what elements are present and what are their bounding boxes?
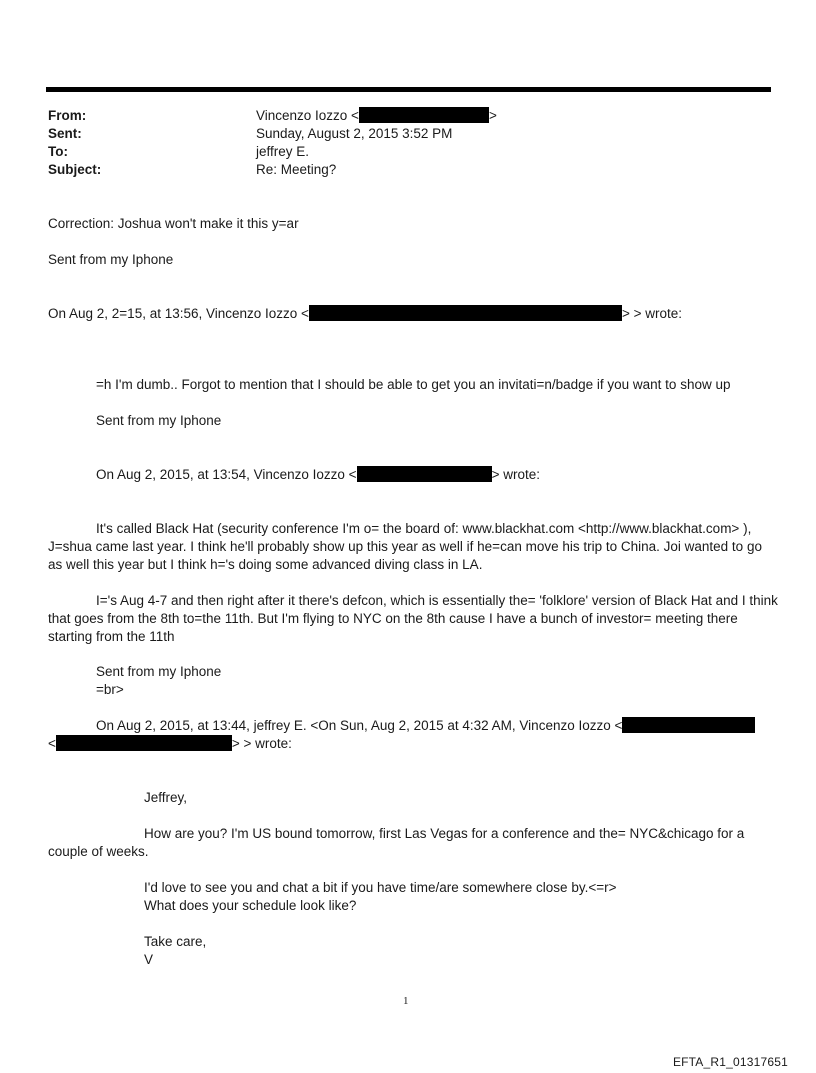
quote-intro-2 xyxy=(96,466,540,484)
correction-line: Correction: Joshua won't make it this y=ar xyxy=(48,216,299,231)
br-artifact: =br> xyxy=(96,682,124,697)
quote-intro-3-open: < xyxy=(48,736,56,751)
quote-intro-2-end: > wrote: xyxy=(491,467,540,482)
sent-from-line: Sent from my Iphone xyxy=(48,252,174,267)
to-label: To: xyxy=(48,144,68,159)
subject-label: Subject: xyxy=(48,162,102,177)
sent-from-line: Sent from my Iphone xyxy=(96,413,222,428)
from-label: From: xyxy=(48,108,87,123)
quote-intro-1 xyxy=(48,305,682,323)
travel-paragraph: How are you? I'm US bound tomorrow, first Las Vegas for a conference and the= NYC&chicago for a couple of weeks. xyxy=(48,826,745,859)
schedule-question: What does your schedule look like? xyxy=(144,898,357,913)
sent-value: Sunday, August 2, 2015 3:52 PM xyxy=(256,126,453,141)
greeting: Jeffrey, xyxy=(144,790,188,805)
redaction-box xyxy=(622,717,755,733)
defcon-paragraph: I='s Aug 4-7 and then right after it there's defcon, which is essentially the= 'folklore' version of Black Hat and I think that goes from the 8th to=the 11th. But I'm flying to NYC on the 8th cause I have a bunch of investor= meeting there starting from the 11th xyxy=(48,593,778,644)
quote-intro-3 xyxy=(96,717,755,735)
quote-intro-3-end: > > wrote: xyxy=(231,736,292,751)
redaction-box xyxy=(309,305,622,321)
subject-value: Re: Meeting? xyxy=(256,162,337,177)
black-hat-paragraph: It's called Black Hat (security conference I'm o= the board of: www.blackhat.com <http://www.blackhat.com> ), J=shua came last year. I think he'll probably show up this year as well if he=can move his trip to China. Joi wanted to go as well this year but I think h='s doing some advanced diving class in LA. xyxy=(48,521,762,572)
quote-intro-2-text: On Aug 2, 2015, at 13:54, Vincenzo Iozzo < xyxy=(96,467,357,482)
from-close: > xyxy=(488,108,497,123)
from-name: Vincenzo Iozzo < xyxy=(256,108,359,123)
quote-intro-3-text: On Aug 2, 2015, at 13:44, jeffrey E. <On Sun, Aug 2, 2015 at 4:32 AM, Vincenzo Iozzo < xyxy=(96,718,623,733)
quote-intro-1-end: > > wrote: xyxy=(621,306,682,321)
sent-label: Sent: xyxy=(48,126,82,141)
redaction-box xyxy=(357,466,492,482)
header-rule xyxy=(46,87,771,92)
to-value: jeffrey E. xyxy=(256,144,310,159)
meet-request-line: I'd love to see you and chat a bit if you have time/are somewhere close by.<=r> xyxy=(144,880,617,895)
bates-number: EFTA_R1_01317651 xyxy=(672,1055,788,1069)
from-value xyxy=(256,107,497,125)
invitation-line: =h I'm dumb.. Forgot to mention that I should be able to get you an invitati=n/badge if you want to show up xyxy=(96,377,731,392)
quote-intro-1-text: On Aug 2, 2=15, at 13:56, Vincenzo Iozzo < xyxy=(48,306,309,321)
sign-off: Take care, xyxy=(144,934,207,949)
signature: V xyxy=(144,952,154,967)
redaction-box xyxy=(359,107,489,123)
page-number: 1 xyxy=(403,995,409,1007)
redaction-box xyxy=(56,735,232,751)
sent-from-line: Sent from my Iphone xyxy=(96,664,222,679)
quote-intro-3-cont xyxy=(48,735,292,753)
